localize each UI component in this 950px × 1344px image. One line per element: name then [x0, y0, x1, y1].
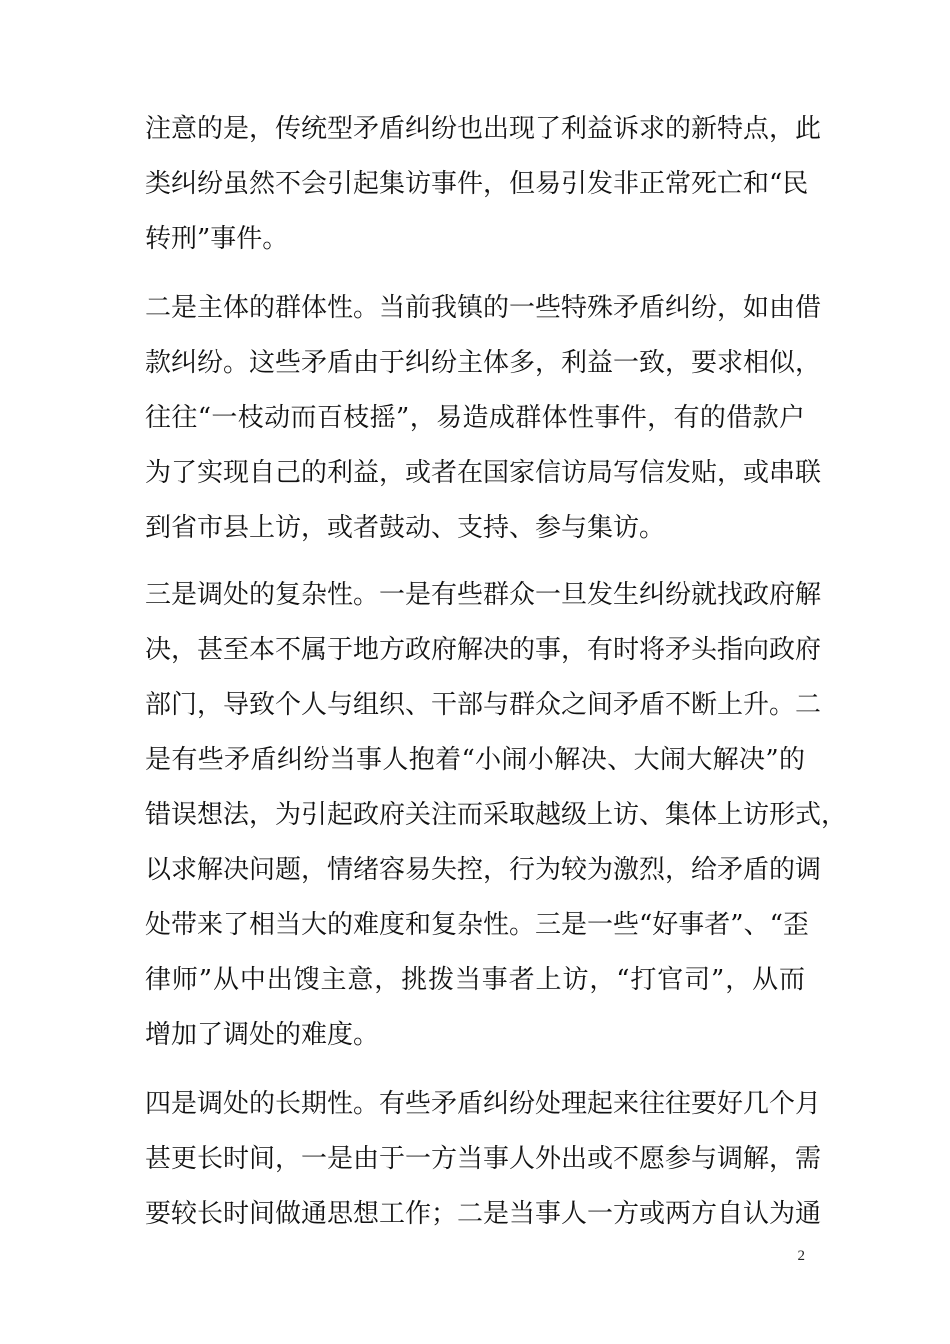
paragraph-3-line-9: 增加了调处的难度。 — [145, 1020, 380, 1050]
paragraph-4-line-2: 甚更长时间，一是由于一方当事人外出或不愿参与调解，需 — [145, 1144, 822, 1174]
paragraph-2-line-1: 二是主体的群体性。当前我镇的一些特殊矛盾纠纷，如由借 — [145, 293, 822, 323]
paragraph-1-line-3: 转刑”事件。 — [145, 224, 289, 254]
paragraph-4-line-3: 要较长时间做通思想工作；二是当事人一方或两方自认为通 — [145, 1199, 822, 1229]
paragraph-4-line-1: 四是调处的长期性。有些矛盾纠纷处理起来往往要好几个月 — [145, 1089, 822, 1119]
paragraph-2-line-4: 为了实现自己的利益，或者在国家信访局写信发贴，或串联 — [145, 458, 822, 488]
paragraph-3-line-8: 律师”从中出馊主意，挑拨当事者上访，“打官司”，从而 — [145, 965, 805, 995]
paragraph-2-line-2: 款纠纷。这些矛盾由于纠纷主体多，利益一致，要求相似， — [145, 348, 822, 378]
paragraph-3-line-5: 错误想法，为引起政府关注而采取越级上访、集体上访形式， — [145, 800, 848, 830]
paragraph-1-line-1: 注意的是，传统型矛盾纠纷也出现了利益诉求的新特点，此 — [145, 114, 822, 144]
paragraph-3-line-4: 是有些矛盾纠纷当事人抱着“小闹小解决、大闹大解决”的 — [145, 745, 805, 775]
paragraph-3-line-2: 决，甚至本不属于地方政府解决的事，有时将矛头指向政府 — [145, 635, 822, 665]
paragraph-3-line-6: 以求解决问题，情绪容易失控，行为较为激烈，给矛盾的调 — [145, 855, 822, 885]
page-number: 2 — [797, 1248, 805, 1264]
paragraph-1-line-2: 类纠纷虽然不会引起集访事件，但易引发非正常死亡和“民 — [145, 169, 809, 199]
paragraph-3-line-3: 部门，导致个人与组织、干部与群众之间矛盾不断上升。二 — [145, 690, 822, 720]
paragraph-3-line-7: 处带来了相当大的难度和复杂性。三是一些“好事者”、“歪 — [145, 910, 809, 940]
paragraph-3-line-1: 三是调处的复杂性。一是有些群众一旦发生纠纷就找政府解 — [145, 580, 822, 610]
paragraph-2-line-5: 到省市县上访，或者鼓动、支持、参与集访。 — [145, 513, 666, 543]
paragraph-2-line-3: 往往“一枝动而百枝摇”，易造成群体性事件，有的借款户 — [145, 403, 805, 433]
